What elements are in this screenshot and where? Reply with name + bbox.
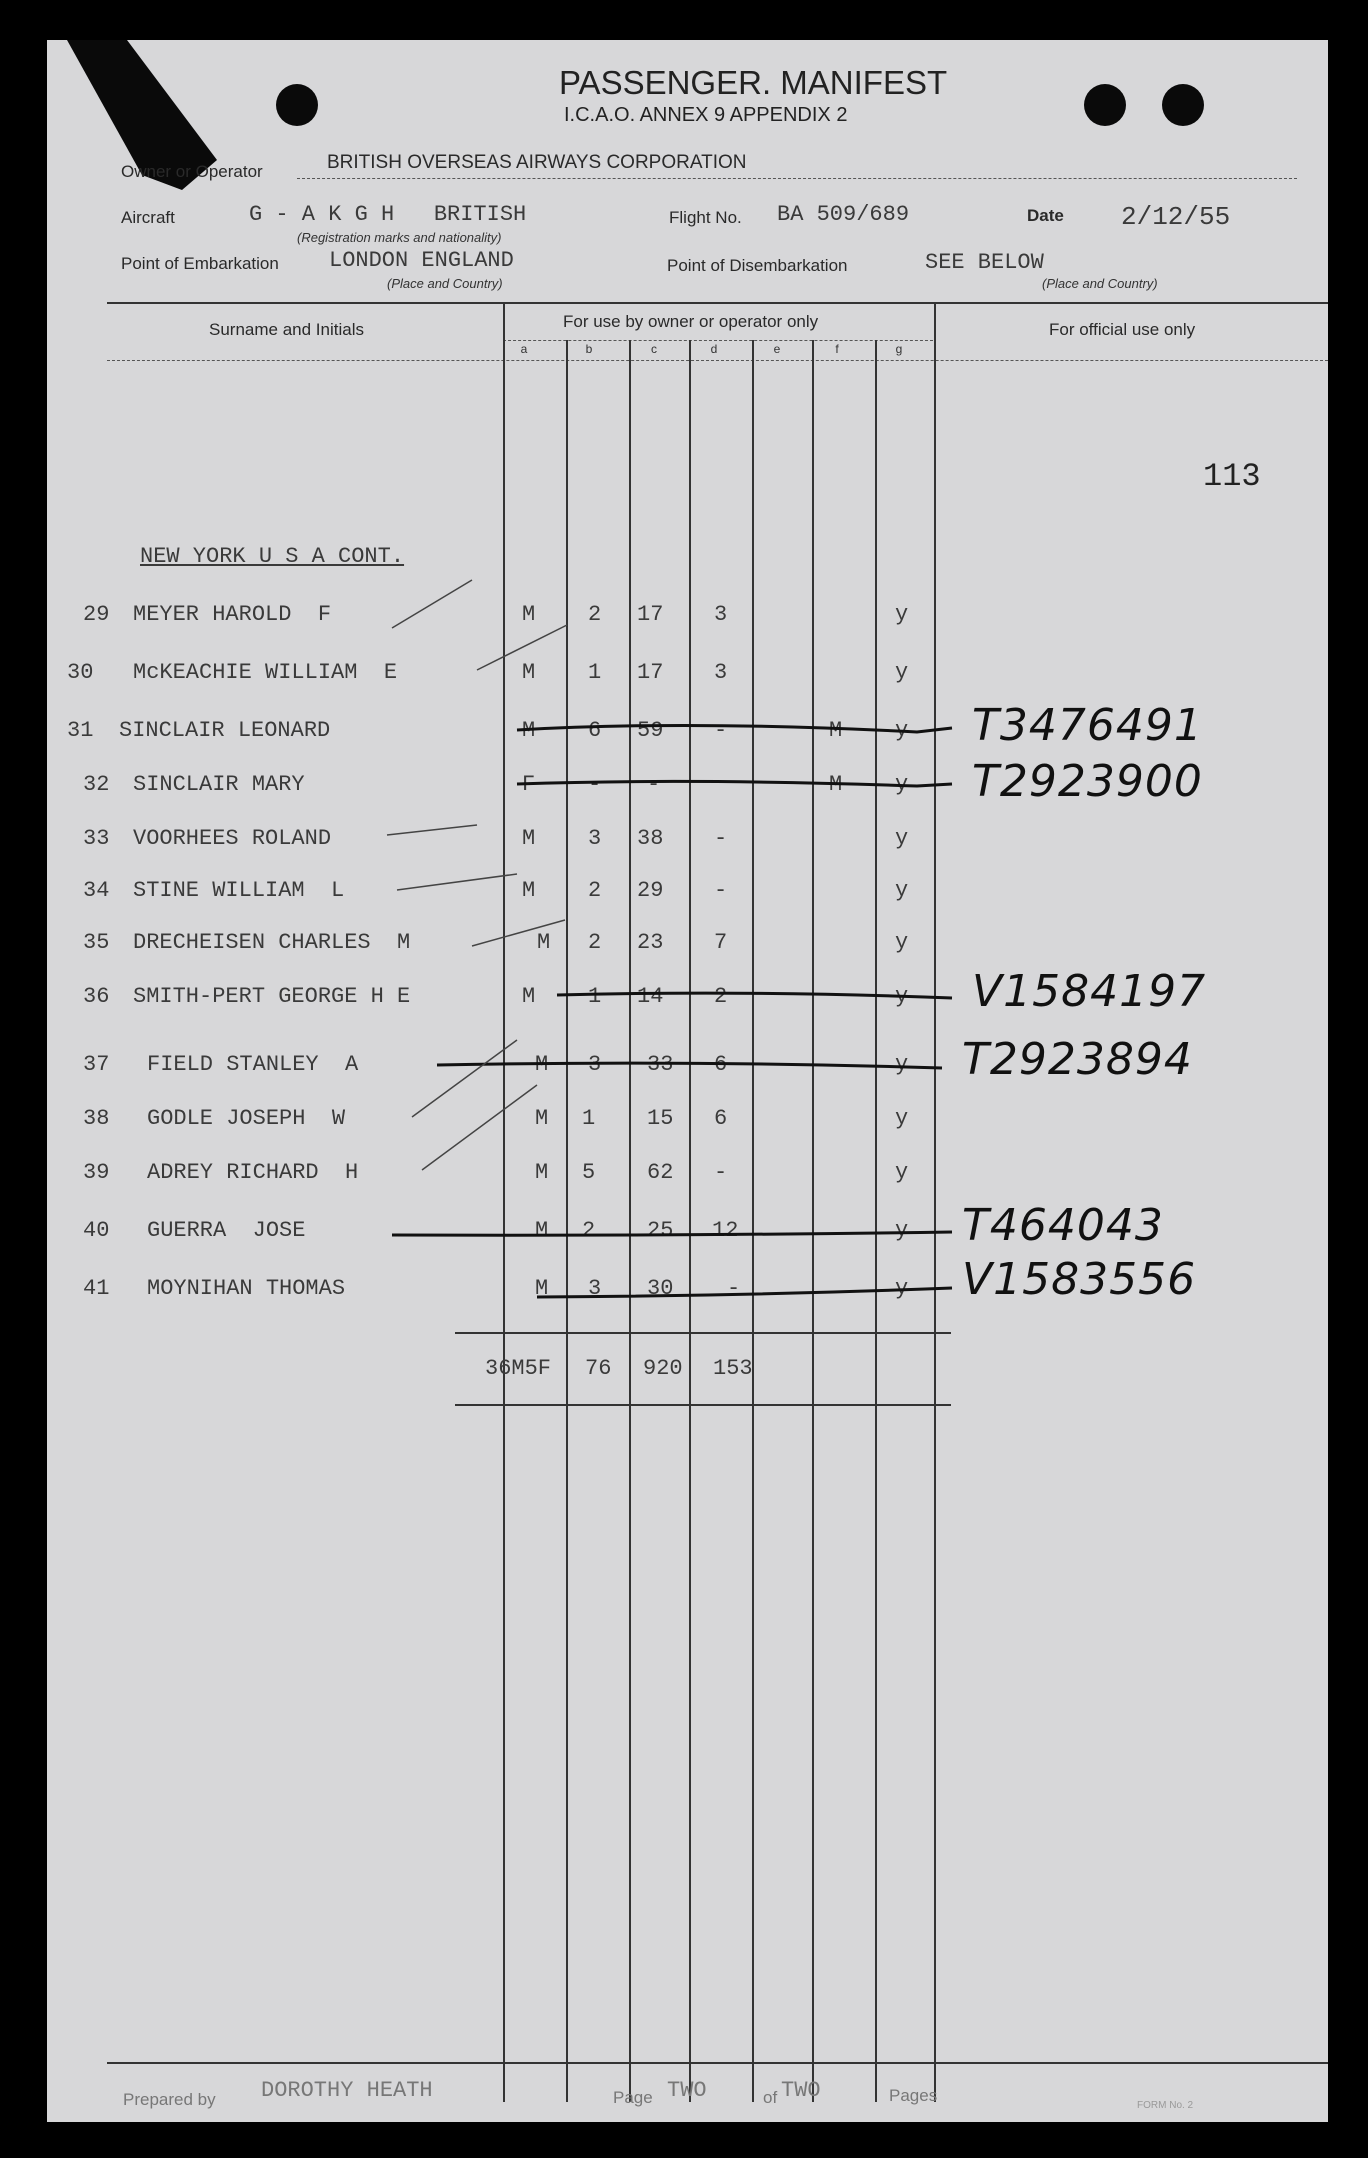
- col-letter-e: e: [773, 342, 781, 356]
- col-letter-g: g: [895, 342, 903, 356]
- cell-g: y: [895, 984, 909, 1009]
- passenger-name: DRECHEISEN CHARLES M: [133, 930, 411, 955]
- row-number: 40: [83, 1218, 110, 1243]
- cell-d: -: [714, 878, 728, 903]
- cell-g: y: [895, 1218, 909, 1243]
- cell-a: M: [522, 602, 536, 627]
- cell-g: y: [895, 772, 909, 797]
- passenger-name: SINCLAIR MARY: [133, 772, 305, 797]
- cell-g: y: [895, 826, 909, 851]
- col-surname-header: Surname and Initials: [209, 320, 364, 339]
- cell-a: M: [522, 984, 536, 1009]
- section-heading: NEW YORK U S A CONT.: [140, 544, 405, 569]
- cell-c: 17: [637, 602, 664, 627]
- passenger-name: GODLE JOSEPH W: [147, 1106, 346, 1131]
- embark-value: LONDON ENGLAND: [329, 248, 514, 273]
- row-number: 36: [83, 984, 110, 1009]
- embark-label: Point of Embarkation: [121, 254, 279, 273]
- prepared-value: DOROTHY HEATH: [261, 2078, 433, 2103]
- date-label: Date: [1027, 206, 1064, 225]
- passenger-name: STINE WILLIAM L: [133, 878, 345, 903]
- cell-d: -: [714, 718, 728, 743]
- manifest-page: [47, 40, 1328, 2122]
- col-letter-f: f: [835, 342, 839, 356]
- cell-g: y: [895, 930, 909, 955]
- cell-c: 17: [637, 660, 664, 685]
- cell-b: 2: [588, 602, 602, 627]
- cell-c: 62: [647, 1160, 674, 1185]
- cell-a: M: [522, 718, 536, 743]
- official-entry: V1584197: [972, 966, 1207, 1017]
- cell-d: -: [727, 1276, 741, 1301]
- row-number: 37: [83, 1052, 110, 1077]
- official-entry: T2923894: [962, 1034, 1193, 1085]
- cell-b: 6: [588, 718, 602, 743]
- row-number: 31: [67, 718, 94, 743]
- total-a: 36M5F: [485, 1356, 552, 1381]
- official-entry: T464043: [962, 1200, 1164, 1251]
- passenger-name: SINCLAIR LEONARD: [119, 718, 331, 743]
- cell-b: 1: [588, 984, 602, 1009]
- cell-a: M: [535, 1218, 549, 1243]
- totals-top-rule: [455, 1332, 951, 1334]
- cell-g: y: [895, 1160, 909, 1185]
- cell-a: M: [535, 1160, 549, 1185]
- of-label: of: [763, 2088, 778, 2107]
- form-number: FORM No. 2: [1137, 2100, 1194, 2111]
- footer-rule: [107, 2062, 1328, 2064]
- cell-c: 59: [637, 718, 664, 743]
- document-subtitle: I.C.A.O. ANNEX 9 APPENDIX 2: [564, 104, 848, 126]
- official-entry: V1583556: [962, 1254, 1197, 1305]
- col-official-header: For official use only: [1049, 320, 1196, 339]
- passenger-name: GUERRA JOSE: [147, 1218, 306, 1243]
- passenger-name: MOYNIHAN THOMAS: [147, 1276, 346, 1301]
- aircraft-value: G - A K G H BRITISH: [249, 202, 527, 227]
- cell-d: 7: [714, 930, 728, 955]
- cell-a: M: [522, 878, 536, 903]
- row-number: 41: [83, 1276, 110, 1301]
- cell-d: 6: [714, 1052, 728, 1077]
- cell-b: 2: [588, 930, 602, 955]
- cell-a: M: [535, 1106, 549, 1131]
- passenger-name: VOORHEES ROLAND: [133, 826, 332, 851]
- total-d: 153: [713, 1356, 753, 1381]
- cell-g: y: [895, 718, 909, 743]
- embark-note: (Place and Country): [387, 276, 503, 291]
- col-letter-c: c: [651, 342, 657, 356]
- aircraft-note: (Registration marks and nationality): [297, 230, 502, 245]
- cell-c: 29: [637, 878, 664, 903]
- document-title: PASSENGER. MANIFEST: [559, 64, 948, 101]
- cell-g: y: [895, 1276, 909, 1301]
- cell-b: 2: [588, 878, 602, 903]
- page-number: 113: [1203, 458, 1261, 495]
- prepared-label: Prepared by: [123, 2090, 216, 2109]
- cell-c: 33: [647, 1052, 674, 1077]
- cell-b: 1: [588, 660, 602, 685]
- row-number: 39: [83, 1160, 110, 1185]
- col-owner-use-header: For use by owner or operator only: [563, 312, 819, 331]
- disembark-value: SEE BELOW: [925, 250, 1044, 275]
- cell-b: 2: [582, 1218, 596, 1243]
- row-number: 32: [83, 772, 110, 797]
- cell-a: M: [522, 826, 536, 851]
- flight-label: Flight No.: [669, 208, 742, 227]
- cell-c: 25: [647, 1218, 674, 1243]
- cell-f: M: [829, 718, 843, 743]
- owner-value: BRITISH OVERSEAS AIRWAYS CORPORATION: [327, 152, 747, 173]
- official-entry: T3476491: [972, 700, 1203, 751]
- cell-g: y: [895, 602, 909, 627]
- cell-b: -: [588, 772, 602, 797]
- cell-c: 14: [637, 984, 664, 1009]
- flight-value: BA 509/689: [777, 202, 910, 227]
- handwritten-strike-marks: [47, 40, 1328, 2122]
- cell-a: M: [535, 1276, 549, 1301]
- page-label: Page: [613, 2088, 653, 2107]
- cell-d: -: [714, 826, 728, 851]
- col-letter-a: a: [520, 342, 528, 356]
- cell-d: -: [714, 1160, 728, 1185]
- cell-g: y: [895, 660, 909, 685]
- cell-c: -: [647, 772, 661, 797]
- cell-a: M: [522, 660, 536, 685]
- passenger-name: McKEACHIE WILLIAM E: [133, 660, 398, 685]
- passenger-name: MEYER HAROLD F: [133, 602, 332, 627]
- of-value: TWO: [781, 2078, 821, 2103]
- cell-d: 3: [714, 660, 728, 685]
- cell-b: 5: [582, 1160, 596, 1185]
- total-c: 920: [643, 1356, 683, 1381]
- total-b: 76: [585, 1356, 612, 1381]
- passenger-name: ADREY RICHARD H: [147, 1160, 359, 1185]
- aircraft-label: Aircraft: [121, 208, 175, 227]
- cell-b: 1: [582, 1106, 596, 1131]
- cell-g: y: [895, 1106, 909, 1131]
- pages-label: Pages: [889, 2086, 938, 2105]
- cell-b: 3: [588, 826, 602, 851]
- page-value: TWO: [667, 2078, 707, 2103]
- cell-b: 3: [588, 1052, 602, 1077]
- row-number: 35: [83, 930, 110, 955]
- official-entry: T2923900: [972, 756, 1203, 807]
- owner-label: Owner or Operator: [121, 162, 263, 181]
- col-letter-d: d: [710, 342, 718, 356]
- row-number: 34: [83, 878, 110, 903]
- cell-a: M: [537, 930, 551, 955]
- cell-c: 15: [647, 1106, 674, 1131]
- cell-d: 3: [714, 602, 728, 627]
- cell-a: M: [535, 1052, 549, 1077]
- cell-c: 23: [637, 930, 664, 955]
- cell-c: 30: [647, 1276, 674, 1301]
- cell-c: 38: [637, 826, 664, 851]
- date-value: 2/12/55: [1121, 202, 1231, 232]
- row-number: 38: [83, 1106, 110, 1131]
- cell-d: 2: [714, 984, 728, 1009]
- disembark-note: (Place and Country): [1042, 276, 1158, 291]
- cell-b: 3: [588, 1276, 602, 1301]
- row-number: 33: [83, 826, 110, 851]
- passenger-name: FIELD STANLEY A: [147, 1052, 359, 1077]
- totals-bottom-rule: [455, 1404, 951, 1406]
- row-number: 30: [67, 660, 94, 685]
- disembark-label: Point of Disembarkation: [667, 256, 848, 275]
- col-letter-b: b: [585, 342, 593, 356]
- cell-g: y: [895, 878, 909, 903]
- cell-d: 12: [712, 1218, 739, 1243]
- row-number: 29: [83, 602, 110, 627]
- cell-d: 6: [714, 1106, 728, 1131]
- cell-f: M: [829, 772, 843, 797]
- cell-g: y: [895, 1052, 909, 1077]
- passenger-name: SMITH-PERT GEORGE H E: [133, 984, 411, 1009]
- cell-a: F: [522, 772, 536, 797]
